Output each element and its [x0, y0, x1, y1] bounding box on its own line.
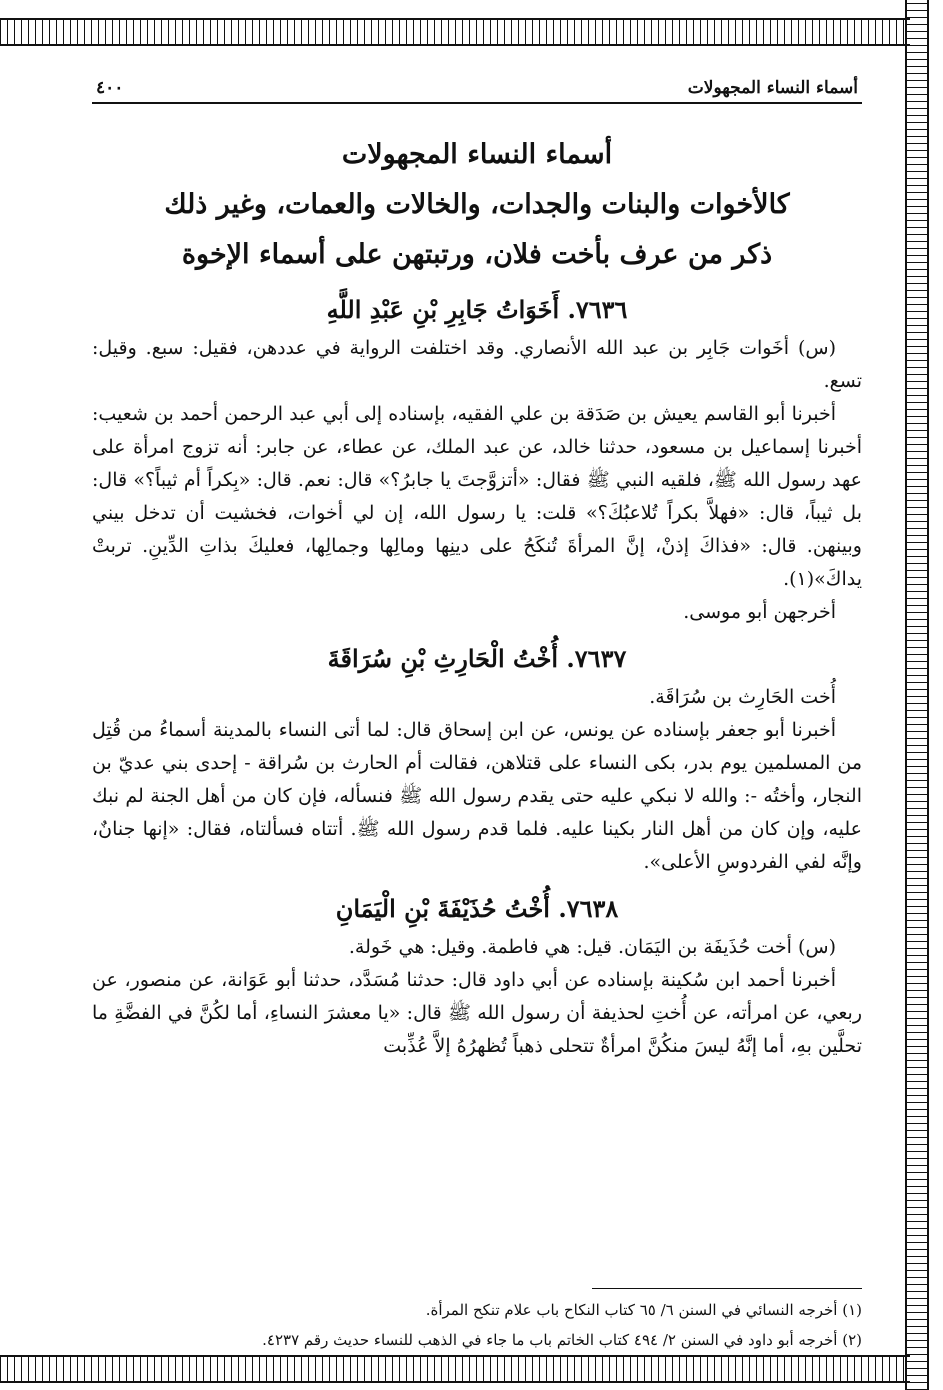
entry-paragraph: أخبرنا أبو القاسم يعيش بن صَدَقة بن علي الفقيه، بإسناده إلى أبي عبد الرحمن أحمد بن شعيب: أخبرنا إسماعيل بن مسعود، حدثنا خالد، عن عبد الملك، عن عطاء، عن جابر: أنه تزوج امرأة على عهد رسول الله ﷺ، فلقيه النبي ﷺ فقال: «أتزوَّجتَ يا جابرُ؟» قال: نعم. قال: «بِكراً أم ثيباً؟» قال: بل ثيباً، قال: «فهلاَّ بكراً تُلاعبُكَ؟» قلت: يا رسول الله، إن لي أخوات، فخشيت أن تدخل بيني وبينهن. قال: «فذاكَ إذنْ، إنَّ المرأةَ تُنكَحُ على دينِها ومالِها وجمالِها، فعليكَ بذاتِ الدِّينِ. تربتْ يداكَ»(١).: [92, 403, 862, 590]
entry-paragraph: (س) أخت حُذَيفَة بن اليَمَان. قيل: هي فاطمة. وقيل: هي خَولة.: [348, 936, 836, 958]
page-body: [92, 70, 862, 1340]
entry-title: ٧٦٣٨. أُخْتُ حُذَيْفَةَ بْنِ الْيَمَانِ: [335, 894, 619, 923]
top-ornamental-border: [0, 18, 910, 46]
footnotes: [92, 1295, 862, 1355]
entry-title: ٧٦٣٧. أُخْتُ الْحَارِثِ بْنِ سُرَاقَةَ: [327, 644, 627, 673]
entry-7636: [92, 288, 862, 629]
entry-paragraph: أخرجهن أبو موسى.: [683, 601, 836, 623]
entry-title: ٧٦٣٦. أَخَوَاتُ جَابِرِ بْنِ عَبْدِ اللَّهِ: [326, 295, 628, 324]
running-header: [92, 70, 862, 104]
bottom-ornamental-border: [0, 1355, 910, 1383]
chapter-title: أسماء النساء المجهولات: [341, 139, 613, 170]
footnote-separator: [592, 1288, 862, 1289]
footnote-2: (٢) أخرجه أبو داود في السنن ٢/ ٤٩٤ كتاب الخاتم باب ما جاء في الذهب للنساء حديث رقم ٤٢٣٧.: [262, 1331, 862, 1349]
entry-7637: [92, 637, 862, 879]
right-ornamental-border: [905, 0, 929, 1390]
footnote-1: (١) أخرجه النسائي في السنن ٦/ ٦٥ كتاب النكاح باب علام تنكح المرأة.: [425, 1301, 862, 1319]
running-title: أسماء النساء المجهولات: [687, 78, 858, 98]
entry-paragraph: أخبرنا أحمد ابن سُكينة بإسناده عن أبي داود قال: حدثنا مُسَدَّد، حدثنا أبو عَوَانة، عن منصور، عن ربعي، عن امرأته، عن أُختِ لحذيفة أن رسول الله ﷺ قال: «يا معشرَ النساءِ، أما لكُنَّ في الفضَّةِ ما تحلَّين بهِ، أما إنَّهُ ليسَ منكُنَّ امرأةٌ تتحلى ذهباً تُظهرُهُ إلاَّ عُذِّبت: [92, 969, 862, 1057]
chapter-subtitle-2: ذكر من عرف بأخت فلان، ورتبتهن على أسماء الإخوة: [181, 239, 773, 270]
chapter-subtitle: كالأخوات والبنات والجدات، والخالات والعمات، وغير ذلك: [164, 189, 790, 220]
entry-7638: [92, 887, 862, 1063]
entry-paragraph: أخبرنا أبو جعفر بإسناده عن يونس، عن ابن إسحاق قال: لما أتى النساء بالمدينة أسماءُ من قُتِل من المسلمين يوم بدر، بكى النساء على قتلاهن، فقالت أم الحارث بن سُراقة - إحدى بني عديّ بن النجار، وأختُه -: والله لا نبكي عليه حتى يقدم رسول الله ﷺ فنسأله، فإن كان من أهل الجنة لم نبك عليه، وإن كان من أهل النار بكينا عليه. فلما قدم رسول الله ﷺ. أتتاه فسألتاه، فقال: «إنها جنانٌ، وإنَّه لفي الفردوسِ الأعلى».: [92, 719, 862, 873]
page-number: ٤٠٠: [96, 78, 124, 98]
entry-paragraph: (س) أخَوات جَابِر بن عبد الله الأنصاري. وقد اختلفت الرواية في عددهن، فقيل: سبع. وقيل: تسع.: [92, 337, 862, 392]
entry-paragraph: أُخت الحَارِث بن سُرَاقَة.: [649, 686, 836, 708]
chapter-titles: [92, 130, 862, 280]
